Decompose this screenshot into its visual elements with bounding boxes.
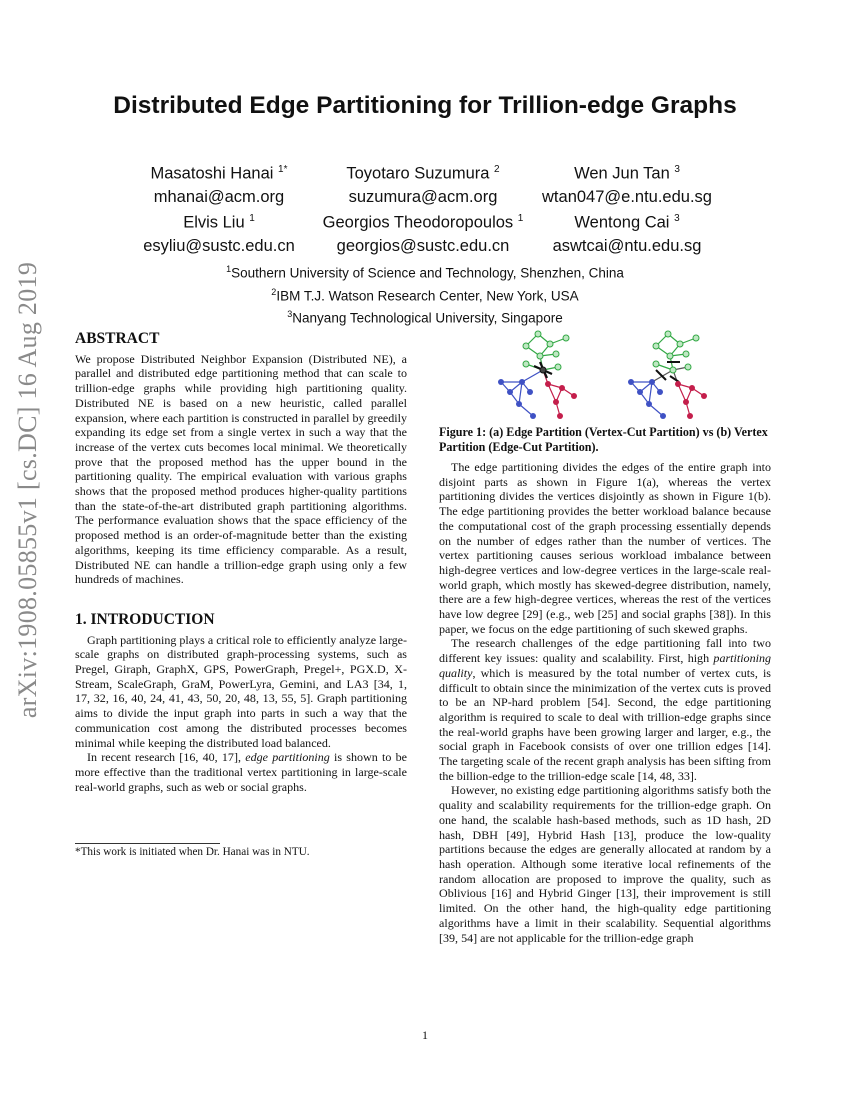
page-number: 1	[422, 1028, 428, 1042]
author-affil-mark: 3	[674, 164, 680, 175]
author-email: georgios@sustc.edu.cn	[336, 236, 510, 255]
author-affil-mark: 1	[249, 213, 255, 224]
intro-paragraph: Graph partitioning plays a critical role to efficiently analyze large-scale graphs on distributed graph-processing systems, such as Pregel, Giraph, GraphX, GPS, PowerGraph, Pregel+, PGX.D, X-Stream, ScaleGraph, GraM, PowerLyra, Gemini, and LA3 [34, 1, 17, 32, 16, 40, 24, 41, 43, 50, 20, 48, 13, 55, 5]. Graph partitioning aims to divide the input graph into parts in such a way that the communication cost among the distributed processes becomes minimal while keeping the distributed load balanced.	[75, 632, 407, 750]
figure-caption: Figure 1: (a) Edge Partition (Vertex-Cut Partition) vs (b) Vertex Partition (Edge-Cut Partition).	[439, 425, 768, 454]
left-column	[75, 332, 407, 794]
author-name: Georgios Theodoropoulos	[322, 213, 514, 232]
author-email: esyliu@sustc.edu.cn	[143, 236, 295, 255]
author-email: wtan047@e.ntu.edu.sg	[542, 187, 712, 206]
figure-panel-a	[498, 331, 577, 419]
author-affil-mark: 1	[517, 213, 524, 224]
footnote: *This work is initiated when Dr. Hanai was in NTU.	[75, 846, 310, 858]
author-email: suzumura@acm.org	[348, 187, 498, 206]
affiliations	[0, 260, 850, 328]
author-name: Wentong Cai	[574, 213, 670, 232]
arxiv-stamp-text: arXiv:1908.05855v1 [cs.DC] 16 Aug 2019	[13, 261, 43, 719]
author-email: aswtcai@ntu.edu.sg	[552, 236, 702, 255]
author-name: Elvis Liu	[183, 213, 245, 232]
affiliation-line: $^1$Southern University of Science and Technology, Shenzhen, China	[226, 264, 624, 281]
introduction-heading: 1. INTRODUCTION	[75, 610, 215, 628]
author-affil-mark: 2	[494, 164, 500, 175]
footnote-rule	[75, 843, 220, 844]
author-name: Toyotaro Suzumura	[346, 164, 490, 183]
arxiv-stamp	[13, 260, 43, 720]
figure-graph-partitions	[470, 326, 770, 424]
author-block	[507, 158, 747, 209]
author-affil-mark: 1*	[278, 164, 288, 175]
author-name: Masatoshi Hanai	[150, 164, 274, 183]
abstract-text: We propose Distributed Neighbor Expansion (Distributed NE), a parallel and distributed edge partitioning method that can scale to trillion-edge graphs while providing high partitioning quality. Distributed NE is based on a new heuristic, called parallel expansion, where each partition is constructed in parallel by greedily expanding its edge set from a single vertex in such a way that the increase of the vertex cuts becomes local minimal. We theoretically prove that the proposed method has the upper bound in the partitioning quality. The empirical evaluation with various graphs shows that the proposed method produces higher-quality partitions than the state-of-the-art distributed graph partitioning algorithms. The performance evaluation shows that the space efficiency of the proposed method is an order-of-magnitude better than the existing algorithms, keeping its time efficiency comparable. As a result, Distributed NE can handle a trillion-edge graph using only a few hundreds of machines.	[75, 351, 407, 587]
author-name: Wen Jun Tan	[574, 164, 670, 183]
intro-paragraph: In recent research [16, 40, 17], edge partitioning is shown to be more effective than the traditional vertex partitioning in large-scale real-world graphs, such as web or social graphs.	[75, 750, 407, 794]
body-paragraph: The research challenges of the edge partitioning fall into two different key issues: quality and scalability. First, high partitioning quality, which is measured by the total number of vertex cuts, is difficult to obtain since the minimization of the vertex cuts is proved to be an NP-hard problem [54]. Second, the edge partitioning algorithm is required to scale to deal with trillion-edge graphs since the real-world graphs have been growing larger and larger, e.g., the social graph in Facebook consists of over one trillion edges [14]. The targeting scale of the recent graph analysis has been sifting from the billion-edge to the trillion-edge scale [14, 48, 33].	[439, 636, 771, 783]
author-block	[507, 207, 747, 258]
figure-panel-b	[628, 331, 707, 419]
author-email: mhanai@acm.org	[153, 187, 285, 206]
body-paragraph: However, no existing edge partitioning algorithms satisfy both the quality and scalability requirements for the trillion-edge graph. On one hand, the scalable hash-based methods, such as 1D hash, 2D hash, DBH [49], Hybrid Hash [13], produce the low-quality partitions because the edges are generally allocated at random by a hash operation. Although some iterative local refinements of the random allocation are proposed to improve the quality, such as Oblivious [16] and Hybrid Ginger [13], their improvement is still limited. On the other hand, the high-quality edge partitioning algorithms have a limit in their scalability. Sequential algorithms [39, 54] are not applicable for the trillion-edge graph	[439, 783, 771, 945]
body-paragraph: The edge partitioning divides the edges of the entire graph into disjoint parts as shown in Figure 1(a), whereas the vertex partitioning divides the vertices disjointly as shown in Figure 1(b). The edge partitioning provides the better workload balance because the computational cost of the graph processing essentially depends on the number of edges rather than the number of vertices. The vertex partitioning causes serious workload imbalance between high-degree vertices and low-degree vertices in the large-scale real-world graph, which mostly has skewed-degree distribution, namely, there are a few high-degree vertices, whereas the rest of the vertices have low degree [29] (e.g., web [25] and social graphs [38]). In this paper, we focus on the edge partitioning of such skewed graphs.	[439, 460, 771, 636]
right-column	[439, 460, 771, 945]
abstract-heading: ABSTRACT	[75, 330, 160, 347]
author-affil-mark: 3	[674, 213, 680, 224]
affiliation-line: $^2$IBM T.J. Watson Research Center, New York, USA	[271, 286, 579, 303]
affiliation-line: $^3$Nanyang Technological University, Singapore	[287, 309, 563, 326]
paper-title: Distributed Edge Partitioning for Trillion-edge Graphs	[113, 92, 737, 119]
